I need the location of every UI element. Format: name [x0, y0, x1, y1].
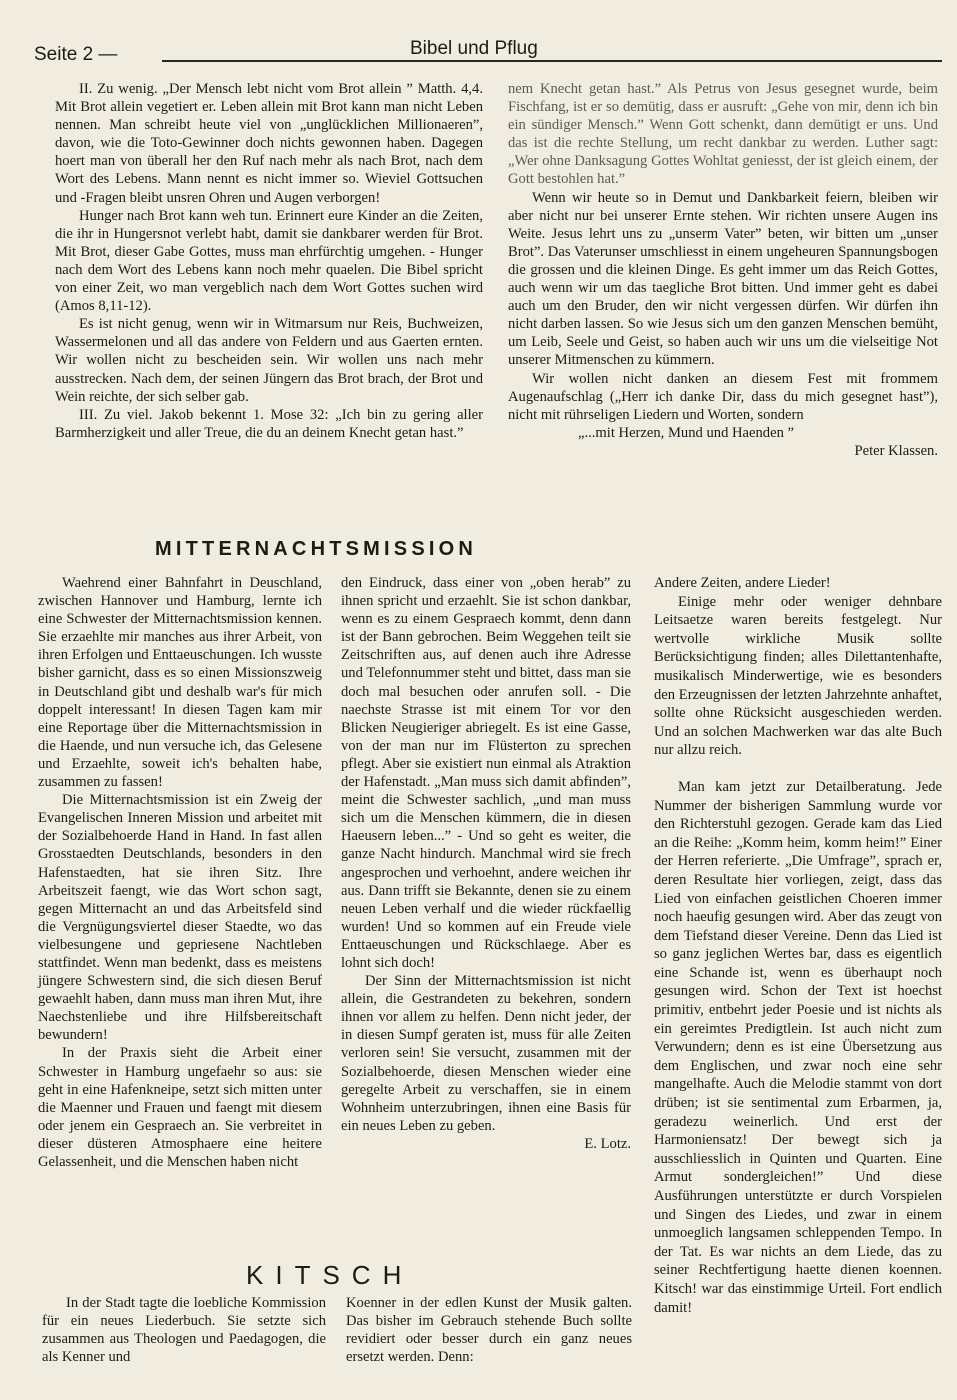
paragraph: Wenn wir heute so in Demut und Dankbarkeit feiern, bleiben wir aber nicht nur bei unserer Ernte stehen. Wir richten unsere Augen ins Weite. Jesus lehrt uns zu „unserm Vater” beten, wir bitten um „unser Brot”. Das Vaterunser umschliesst in einem ungeheuren Spannungsbogen die grossen und die kleinen Dinge. Es geht immer um das Reich Gottes, auch wenn wir um das taegliche Brot bitten. Und immer geht es dabei auch um den Bruder, den wir nicht vergessen dürfen. Wir dürfen ihn nicht darben lassen. So wie Jesus sich um den ganzen Menschen bemüht, um Leib, Seele und Geist, so haben auch wir uns um die vielseitige Not unserer Mitmenschen zu kümmern.	[508, 189, 938, 369]
publication-title: Bibel und Pflug	[410, 38, 538, 59]
kitsch-column-3	[654, 574, 942, 1317]
mission-column-1	[38, 574, 322, 1171]
paragraph: Einige mehr oder weniger dehnbare Leitsaetze waren bereits festgelegt. Nur wertvolle wirkliche Musik sollte Berücksichtigung finden; alles Dilettantenhafte, musikalisch Minderwertige, wie es besonders den Erzeugnissen der letzten Jahrzehnte anhaftet, sollte ohne Rücksicht ausgeschieden werden. Und an solchen Machwerken war das alte Buch nur allzu reich.	[654, 593, 942, 759]
paragraph: In der Stadt tagte die loebliche Kommission für ein neues Liederbuch. Sie setzte sich zusammen aus Theologen und Paedagogen, die als Kenner und	[42, 1295, 326, 1366]
mission-column-2	[341, 574, 631, 1153]
paragraph: Es ist nicht genug, wenn wir in Witmarsum nur Reis, Buchweizen, Wassermelonen und all das andere von Feldern und aus Gaerten ernten. Wir wollen nicht zu bescheiden sein. Wir wollen uns nach mehr ausstrecken. Nach dem, der seinen Jüngern das Brot brach, der Brot und Wein reichte, der sich selber gab.	[55, 316, 483, 405]
article-column-top-right	[508, 80, 938, 460]
page-number: Seite 2 —	[34, 44, 118, 65]
article-heading-mission: MITTERNACHTSMISSION	[155, 538, 478, 560]
paragraph: Andere Zeiten, andere Lieder!	[654, 575, 831, 591]
paragraph: Man kam jetzt zur Detailberatung. Jede Nummer der bisherigen Sammlung wurde vor den Richterstuhl gezogen. Gerade kam das Lied an die Reihe: „Komm heim, komm heim!” Einer der Herren referierte. „Die Umfrage”, sprach er, deren Resultate hier vorliegen, zeigt, dass das Lied von einfachen geistlichen Choeren immer noch haeufig gesungen wird. Aber das zeugt von dem Tiefstand dieser Vereine. Denn das Lied ist so ganz jeglichen Wertes bar, dass es eigentlich eine Schande ist, wenn es überhaupt noch gesungen wird. Schon der Text ist hoechst primitiv, entbehrt jeder Poesie und ist nichts als ein gereimtes Predigtlein. Ist auch nicht zum Verwundern; denn es ist eine Übersetzung aus dem Englischen, und zwar noch eine sehr mangelhafte. Auch die Melodie stammt von dort drüben; ist sie sentimental zum Erbarmen, ja, geradezu weinerlich. Und erst der Harmoniensatz! Der bewegt sich ja ausschliesslich in Quinten und Quarten. Eine Armut sondergleichen!” Und diese Ausführungen unterstützte er durch Vorspielen und Singen des Liedes, und zwar in einem unmoeglich langsamen schleppenden Tempo. In der Tat. Es war nichts an dem Liede, das zu seiner Rechtfertigung haette dienen koennen. Kitsch! war das einstimmige Urteil. Fort endlich damit!	[654, 778, 942, 1316]
paragraph: III. Zu viel. Jakob bekennt 1. Mose 32: „Ich bin zu gering aller Barmherzigkeit und aller Treue, die du an deinem Knecht getan hast.”	[55, 406, 483, 441]
page-header	[34, 38, 944, 68]
paragraph: Die Mitternachtsmission ist ein Zweig der Evangelischen Inneren Mission und arbeitet mit der Sozialbehoerde Hand in Hand. In fast allen Grosstaedten Deutschlands, besonders in den Hafenstaedten, hat sie ihren Sitz. Ihre Arbeitszeit faengt, wie das Wort schon sagt, gegen Mitternacht an und das Arbeitsfeld sind die Vergnügungsviertel dieser Staedte, wo das vielbesungene und gepriesene Nachtleben stattfindet. Wenn man bedenkt, dass es meistens jüngere Schwestern sind, die sich diesen Beruf gewaehlt haben, dann muss man ihren Mut, ihre Naechstenliebe und ihre Hilfsbereitschaft bewundern!	[38, 792, 322, 1044]
article-heading-kitsch: KITSCH	[246, 1260, 414, 1290]
article-author: E. Lotz.	[584, 1135, 631, 1152]
article-author: Peter Klassen.	[854, 442, 938, 459]
kitsch-column-1	[42, 1294, 326, 1366]
paragraph: Wir wollen nicht danken an diesem Fest mit frommem Augenaufschlag („Herr ich danke Dir, dass du mich gesegnet hast”), nicht mit rührseligen Liedern und Worten, sondern	[508, 370, 938, 423]
paragraph: Hunger nach Brot kann weh tun. Erinnert eure Kinder an die Zeiten, die ihr in Hungersnot verlebt habt, damit sie dankbarer werden für Brot. Mit Brot, dieser Gabe Gottes, muss man ehrfürchtig umgehen. - Hunger nach dem Wort des Lebens kann noch mehr quaelen. Die Bibel spricht von einer Zeit, wo man vergeblich nach dem Wort Gottes suchen wird (Amos 8,11-12).	[55, 207, 483, 315]
paragraph: Der Sinn der Mitternachtsmission ist nicht allein, die Gestrandeten zu bekehren, sondern ihnen vor allem zu helfen. Denn nicht jeder, der in diesen Sumpf geraten ist, muss für alle Zeiten verloren sein! Sie versucht, zusammen mit der Sozialbehoerde, diesen Menschen wieder eine geregelte Arbeit zu verschaffen, sie in einem Wohnheim unterzubringen, ihnen eine Basis für ein neues Leben zu geben.	[341, 973, 631, 1134]
kitsch-column-2	[346, 1294, 632, 1366]
header-rule	[162, 60, 942, 62]
paragraph: den Eindruck, dass einer von „oben herab” zu ihnen spricht und erzaehlt. Sie ist schon dankbar, wenn es zu einem Gespraech kommt, denn dann ist der Bann gebrochen. Beim Weggehen teilt sie Zeitschriften aus, auf denen auch ihre Adresse und Telefonnummer steht und bittet, dass man sie doch mal besuchen oder anrufen soll. - Die naechste Strasse ist mit einem Tor vor den Blicken Neugieriger abriegelt. Es ist eine Gasse, von der man nur im Flüsterton zu sprechen pflegt. Aber sie existiert nun einmal als Atraktion der Hafenstadt. „Man muss sich damit abfinden”, meint die Schwester sachlich, „und man muss sich um die Menschen kümmern, die in diesen Haeusern leben...” - Und so geht es weiter, die ganze Nacht hindurch. Manchmal wird sie frech angesprochen und verhoehnt, andere weichen ihr aus. Dann trifft sie Bekannte, denen sie zu einem neuen Leben verhalf und die wieder rückfaellig wurden! Und so kommen auf ein Freude viele Enttaeuschungen und Rückschlaege. Aber es lohnt sich doch!	[341, 575, 631, 971]
closing-quote: „...mit Herzen, Mund und Haenden ”	[578, 424, 794, 441]
paragraph: Koenner in der edlen Kunst der Musik galten. Das bisher im Gebrauch stehende Buch sollte revidiert oder besser durch ein ganz neues ersetzt werden. Denn:	[346, 1295, 632, 1366]
paragraph: nem Knecht getan hast.” Als Petrus von Jesus gesegnet wurde, beim Fischfang, ist er so demütig, dass er ausruft: „Gehe von mir, denn ich bin ein sündiger Mensch.” Wenn Gott schenkt, dann demütigt er uns. Und das ist die rechte Stellung, um recht dankbar zu werden. Luther sagt: „Wer ohne Danksagung Gottes Wohltat geniesst, der ist gleich einem, der Gott bestohlen hat.”	[508, 81, 938, 188]
paragraph: Waehrend einer Bahnfahrt in Deuschland, zwischen Hannover und Hamburg, lernte ich eine Schwester der Mitternachtsmission kennen. Sie erzaehlte mir manches aus ihrer Arbeit, von ihren Erfolgen und Enttaeuschungen. Ich wusste bisher garnicht, dass es so einen Missionszweig in Deutschland gibt und deshalb war's für mich doppelt interessant! In diesen Tagen kam mir eine Reportage über die Mitternachtsmission in die Haende, und nun versuche ich, das Gelesene und Erzaehlte, soweit ich's behalten habe, zusammen zu fassen!	[38, 575, 322, 791]
paragraph: In der Praxis sieht die Arbeit einer Schwester in Hamburg ungefaehr so aus: sie geht in eine Hafenkneipe, setzt sich mitten unter die Maenner und Frauen und faengt mit diesem oder jenem ein Gespraech an. Sie verbreitet in dieser düsteren Atmosphaere eine heitere Gelassenheit, und die Menschen haben nicht	[38, 1045, 322, 1170]
article-column-top-left	[55, 80, 483, 442]
paragraph: II. Zu wenig. „Der Mensch lebt nicht vom Brot allein ” Matth. 4,4. Mit Brot allein vegetiert er. Leben allein mit Brot kann man nicht Leben nennen. Man schreibt heute viel von „unglücklichen Millionaeren”, davon, wie die Toto-Gewinner doch nichts gewonnen haben. Dagegen hoert man von überall her den Ruf nach mehr als nach Brot, nach dem Wort des Lebens. Mann nennt es nicht immer so. Wieviel Gottsuchen und -Fragen bleibt unsren Ohren und Augen verborgen!	[55, 81, 483, 206]
